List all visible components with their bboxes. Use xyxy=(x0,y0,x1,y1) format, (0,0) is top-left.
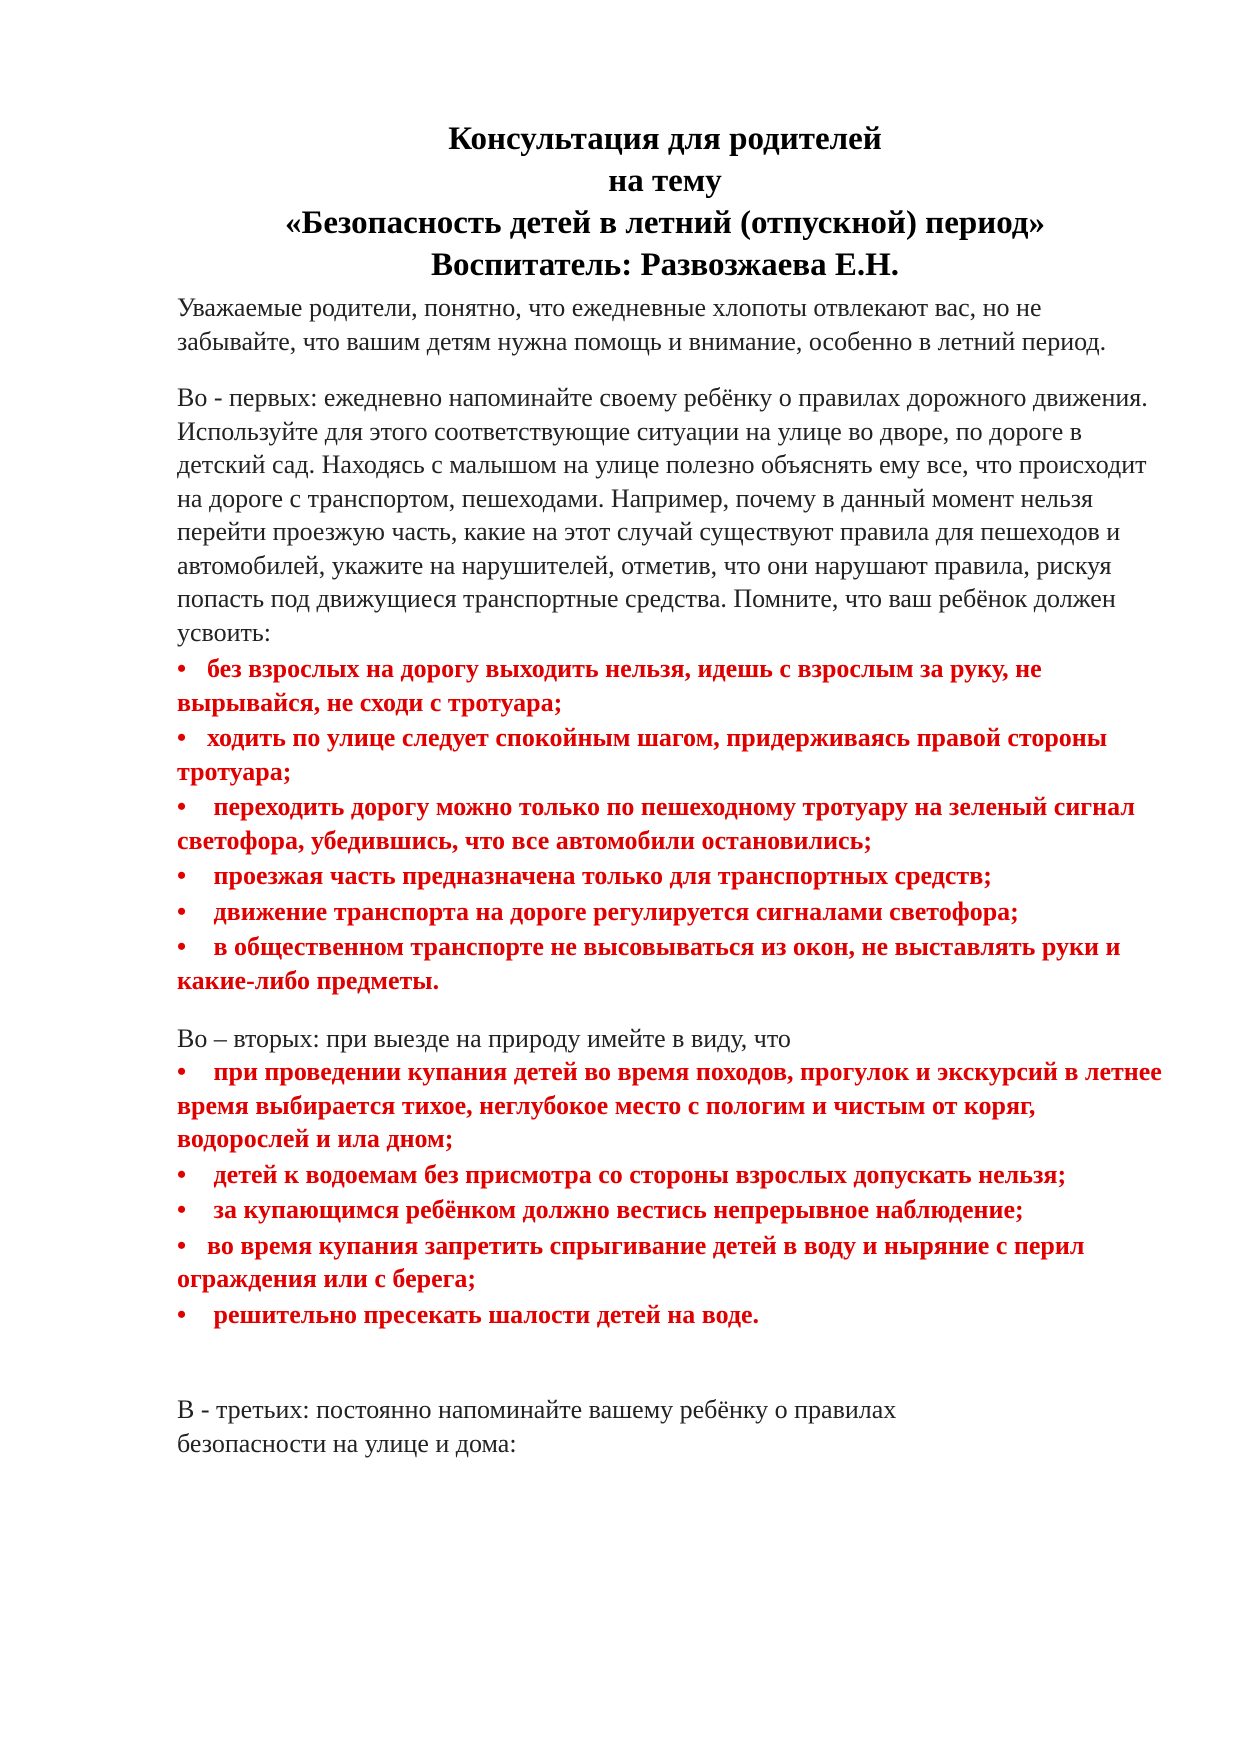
list-item: • решительно пресекать шалости детей на воде. xyxy=(177,1298,1162,1332)
title-line-1: Консультация для родителей xyxy=(448,121,882,157)
second-rules-list xyxy=(177,1055,1162,1333)
bullet-icon: • xyxy=(177,896,187,926)
bullet-icon: • xyxy=(177,861,187,890)
intro-paragraph: Уважаемые родители, понятно, что ежедневные хлопоты отвлекают вас, но не забывайте, что вашим детям нужна помощь и внимание, особенно в летний период. xyxy=(177,293,1107,356)
bullet-icon: • xyxy=(177,932,187,961)
list-item: • детей к водоемам без присмотра со стороны взрослых допускать нельзя; xyxy=(177,1158,1162,1192)
list-item: • за купающимся ребёнком должно вестись непрерывное наблюдение; xyxy=(177,1193,1162,1227)
title-line-2: на тему xyxy=(608,163,722,199)
second-paragraph: Во – вторых: при выезде на природу имейте в виду, что xyxy=(177,1024,791,1053)
third-paragraph: В - третьих: постоянно напоминайте вашему ребёнку о правилах безопасности на улице и дома: xyxy=(177,1395,897,1458)
bullet-icon: • xyxy=(177,792,187,821)
list-item: • в общественном транспорте не высовываться из окон, не выставлять руки и какие-либо предметы. xyxy=(177,932,1121,995)
list-item: • без взрослых на дорогу выходить нельзя, идешь с взрослым за руку, не вырывайся, не сходи с тротуара; xyxy=(177,654,1042,717)
list-item: • ходить по улице следует спокойным шагом, придерживаясь правой стороны тротуара; xyxy=(177,723,1108,786)
bullet-icon: • xyxy=(177,1230,187,1260)
bullet-icon: • xyxy=(177,1195,187,1224)
list-item: • переходить дорогу можно только по пешеходному тротуару на зеленый сигнал светофора, убедившись, что все автомобили остановились; xyxy=(177,792,1135,855)
list-item: • во время купания запретить спрыгивание детей в воду и ныряние с перил ограждения или с берега; xyxy=(177,1230,1085,1293)
first-paragraph: Во - первых: ежедневно напоминайте своему ребёнку о правилах дорожного движения. Используйте для этого соответствующие ситуации на улице во дворе, по дороге в детский сад. Находясь с малышом на улице полезно объяснять ему все, что происходит на дороге с транспортом, пешеходами. Например, почему в данный момент нельзя перейти проезжую часть, какие на этот случай существуют правила для пешеходов и автомобилей, укажите на нарушителей, отметив, что они нарушают правила, рискуя попасть под движущиеся транспортные средства. Помните, что ваш ребёнок должен усвоить: xyxy=(177,383,1148,647)
list-item: • при проведении купания детей во время походов, прогулок и экскурсий в летнее время выбирается тихое, неглубокое место с пологим и чистым от коряг, водорослей и ила дном; xyxy=(177,1057,1162,1153)
list-item: • движение транспорта на дороге регулируется сигналами светофора; xyxy=(177,895,1162,929)
document-title xyxy=(0,118,1240,286)
bullet-icon: • xyxy=(177,723,187,752)
bullet-icon: • xyxy=(177,1057,187,1086)
list-item: • проезжая часть предназначена только для транспортных средств; xyxy=(177,859,1162,893)
bullet-icon: • xyxy=(177,1159,187,1189)
first-rules-list xyxy=(177,652,1162,999)
title-line-4: Воспитатель: Развозжаева Е.Н. xyxy=(430,247,899,283)
bullet-icon: • xyxy=(177,1299,187,1329)
title-line-3: «Безопасность детей в летний (отпускной) период» xyxy=(285,205,1045,241)
bullet-icon: • xyxy=(177,654,187,683)
